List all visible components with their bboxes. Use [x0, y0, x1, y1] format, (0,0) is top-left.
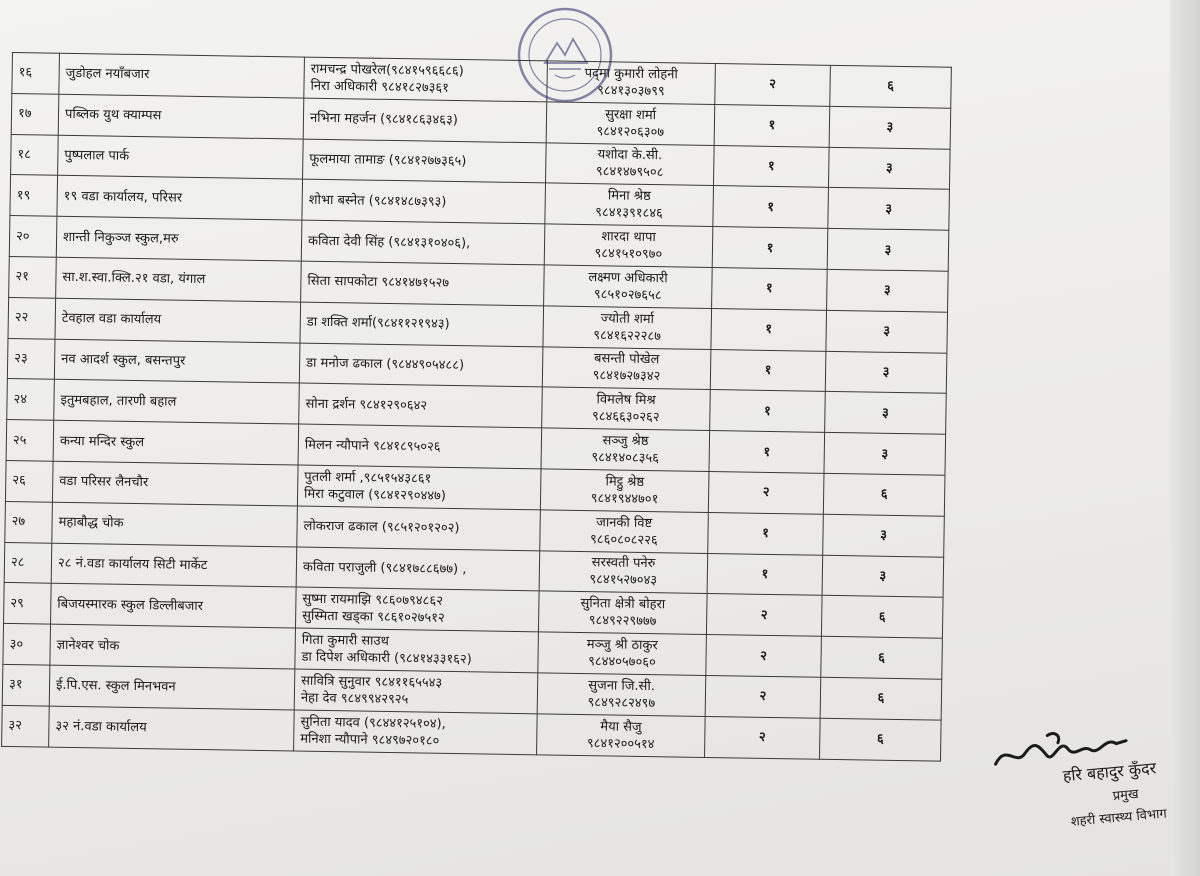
vaccinator-names-line: मनिशा न्यौपाने ९८४९७२०१८० — [300, 731, 440, 749]
vaccinator-names — [297, 465, 541, 510]
volunteer-contact-line: ९८४१२००५१४ — [586, 735, 655, 752]
person-count: ३ — [827, 229, 949, 272]
team-count: २ — [705, 675, 821, 718]
volunteer-contact-line: ९८४१५१०९७० — [594, 246, 663, 263]
volunteer-contact — [543, 306, 712, 349]
person-count: ३ — [828, 147, 950, 190]
volunteer-contact-line: मिट्ठु श्रेष्ठ — [605, 474, 645, 490]
person-count: ६ — [823, 473, 945, 516]
volunteer-contact-line: पद्‌मा कुमारी लोहनी — [584, 65, 678, 83]
site-name: सा.श.स्वा.क्लि.२१ वडा, यंगाल — [56, 257, 302, 302]
office-stamp — [515, 5, 615, 105]
team-count: २ — [705, 716, 821, 759]
team-count: १ — [713, 186, 829, 229]
vaccinator-names-line: डा दिपेश अधिकारी (९८४१४३३१६२) — [301, 649, 472, 668]
row-number: २९ — [4, 583, 52, 625]
team-count: १ — [710, 349, 826, 392]
volunteer-contact-line: ९८४१७२७३४२ — [592, 368, 661, 385]
vaccinator-names-line: सुनिता यादव (९८४४१२५१०४), — [300, 714, 446, 732]
site-name: जुडोहल नयाँबजार — [59, 53, 305, 98]
vaccinator-names — [294, 669, 538, 714]
site-name: १९ वडा कार्यालय, परिसर — [57, 176, 303, 221]
volunteer-contact-line: मिना श्रेष्ठ — [607, 188, 651, 205]
row-number: २७ — [5, 501, 53, 543]
person-count: ६ — [830, 65, 952, 108]
volunteer-contact — [546, 142, 715, 185]
team-count: १ — [707, 553, 823, 596]
vaccinator-names-line: नभिना महर्जन (९८४१८६३४६३) — [309, 110, 458, 129]
volunteer-contact-line: ९८४९२८२४९७ — [587, 694, 656, 712]
volunteer-contact — [537, 714, 706, 757]
person-count: ६ — [821, 596, 943, 639]
row-number: ३१ — [2, 664, 50, 706]
vaccinator-names-line: शोभा बस्नेत (९८४१४८७३९३) — [308, 192, 447, 210]
signatory-name: हरि बहादुर कुँदर — [1062, 758, 1157, 786]
volunteer-contact — [542, 346, 711, 389]
vaccinator-names-line: नेहा देव ९८४९९४२९२५ — [300, 690, 409, 708]
volunteer-contact-line: मैया सैजु — [600, 718, 642, 735]
person-count: ३ — [825, 392, 947, 435]
vaccinator-names-line: सोना द्रर्शन ९८४१२९०६४२ — [305, 396, 428, 414]
vaccinator-names — [299, 343, 543, 388]
volunteer-contact-line: बसन्ती पोखेल — [593, 351, 660, 368]
volunteer-contact — [544, 265, 713, 308]
volunteer-contact — [540, 510, 709, 553]
vaccinator-names-line: सुस्मिता खड्का ९८६१०२७५१२ — [302, 608, 445, 627]
row-number: १७ — [11, 93, 59, 135]
site-name: टेवहाल वडा कार्यालय — [55, 298, 301, 343]
team-count: १ — [709, 431, 825, 474]
volunteer-contact — [545, 183, 714, 226]
person-count: ६ — [820, 677, 942, 720]
vaccinator-names-line: सिता सापकोटा ९८४१४७१५२७ — [307, 274, 450, 292]
vaccinator-names-line: मिरा कटुवाल (९८४१२९०४४७) — [303, 486, 446, 504]
person-count: ३ — [825, 351, 947, 394]
vaccinator-names-line: रामचन्द्र पोखरेल(९८४१५९६६८६) — [310, 61, 464, 79]
row-number: ३० — [3, 624, 51, 666]
vaccinator-names-line: कविता देवी सिंह (९८४१३१०४०६), — [307, 233, 471, 251]
volunteer-contact-line: ९८४१२०६३०७ — [596, 123, 665, 140]
vaccinator-names-line: सुष्मा रायमाझि ९८६०७९४८६२ — [302, 591, 444, 610]
volunteer-contact-line: शारदा थापा — [601, 229, 656, 246]
vaccinator-names-line: लोकराज ढकाल (९८५१२०१२०२) — [303, 518, 460, 537]
volunteer-contact-line: सञ्जु श्रेष्ठ — [602, 433, 649, 450]
team-count: २ — [706, 635, 822, 678]
row-number: २२ — [8, 297, 56, 339]
site-name: २८ नं.वडा कार्यालय सिटी मार्केट — [51, 543, 297, 588]
vaccinator-names — [301, 261, 545, 306]
team-count: १ — [712, 227, 828, 270]
volunteer-contact-line: ९८४४०५७०६० — [588, 654, 656, 671]
signatory-department: शहरी स्वास्थ्य विभाग — [1070, 806, 1168, 830]
site-name: पुष्पलाल पार्क — [58, 135, 304, 180]
volunteer-contact-line: सुरक्षा शर्मा — [605, 107, 657, 123]
vaccinator-names — [301, 220, 545, 265]
volunteer-contact-line: ९८४१३०३७९९ — [597, 83, 665, 100]
volunteer-contact-line: सुनिता क्षेत्री बोहरा — [580, 596, 666, 613]
volunteer-contact-line: ९८४६६३०२६२ — [591, 409, 660, 426]
vaccinator-names-line: पुतली शर्मा ,९८५१५४३८६१ — [304, 469, 432, 487]
row-number: १९ — [10, 175, 58, 217]
vaccinator-names — [300, 302, 544, 347]
row-number: २८ — [4, 542, 52, 584]
volunteer-contact-line: मञ्जु श्री ठाकुर — [586, 637, 658, 654]
volunteer-contact-line: सरस्वती पनेरु — [591, 555, 656, 572]
vaccination-site-table — [1, 52, 952, 761]
vaccinator-names-line: सावित्रि सुनुवार ९८४११६५५४३ — [301, 673, 443, 691]
site-name: इतुमबहाल, तारणी बहाल — [54, 380, 300, 425]
person-count: ३ — [824, 432, 946, 475]
volunteer-contact-line: ९८४१४७९५०८ — [595, 164, 664, 181]
person-count: ३ — [822, 555, 944, 598]
vaccinator-names — [303, 139, 547, 184]
vaccinator-names-line: मिलन न्यौपाने ९८४१८९५०२६ — [304, 437, 441, 455]
row-number: १८ — [11, 134, 59, 176]
row-number: २६ — [5, 460, 53, 502]
team-count: १ — [714, 104, 830, 147]
vaccinator-names — [299, 383, 543, 428]
vaccinator-names-line: फूलमाया तामाङ (९८४१२७७३६५) — [309, 151, 467, 170]
vaccinator-names-line: निरा अधिकारी ९८४१८२७३६१ — [310, 78, 450, 96]
row-number: २५ — [6, 420, 54, 462]
site-name: महाबौद्ध चोक — [52, 502, 298, 547]
signatory-title: प्रमुख — [1112, 786, 1140, 805]
table-body — [2, 53, 952, 761]
volunteer-contact — [546, 102, 715, 145]
person-count: ६ — [819, 718, 941, 761]
site-name: ज्ञानेश्वर चोक — [50, 624, 296, 669]
vaccinator-names — [295, 628, 539, 673]
row-number: १६ — [12, 53, 60, 95]
site-name: ३२ नं.वडा कार्यालय — [49, 706, 295, 751]
volunteer-contact-line: सुजना जि.सी. — [588, 677, 656, 695]
site-name: बिजयस्मारक स्कुल डिल्लीबजार — [51, 584, 297, 629]
volunteer-contact — [540, 469, 709, 512]
volunteer-contact-line: ९८४९२२९७७७ — [588, 613, 657, 630]
volunteer-contact-line: लक्ष्मण अधिकारी — [588, 269, 668, 287]
volunteer-contact — [541, 428, 710, 471]
person-count: ६ — [821, 636, 943, 679]
volunteer-contact — [542, 387, 711, 430]
team-count: २ — [715, 64, 831, 107]
vaccinator-names-line: डा शक्ति शर्मा(९८४११२१९४३) — [306, 314, 450, 333]
vaccinator-names-line: कविता पराजुली (९८४१७८८६७७) , — [302, 559, 467, 578]
site-name: ई.पि.एस. स्कुल मिनभवन — [49, 665, 295, 710]
vaccinator-names-line: गिता कुमारी साउथ — [301, 632, 390, 650]
volunteer-contact-line: जानकी विष्ट — [596, 514, 653, 531]
volunteer-contact — [538, 632, 707, 675]
site-name: पब्लिक युथ क्याम्पस — [58, 94, 304, 139]
row-number: २३ — [7, 338, 55, 380]
site-name: नव आदर्श स्कुल, बसन्तपुर — [54, 339, 300, 384]
row-number: २१ — [9, 256, 57, 298]
volunteer-contact-line: ९८४१४०८३५६ — [591, 450, 660, 467]
vaccinator-names — [297, 506, 541, 551]
team-count: २ — [706, 594, 822, 637]
team-count: १ — [713, 145, 829, 188]
volunteer-contact — [538, 591, 707, 634]
volunteer-contact — [544, 224, 713, 267]
team-count: १ — [708, 512, 824, 555]
signature-block — [985, 717, 1200, 875]
vaccinator-names — [303, 98, 547, 143]
volunteer-contact-line: ज्योती शर्मा — [600, 310, 655, 327]
person-count: ३ — [827, 269, 949, 312]
site-name: शान्ती निकुञ्ज स्कुल,मरु — [56, 216, 302, 261]
volunteer-contact-line: यशोदा के.सी. — [597, 147, 663, 164]
volunteer-contact-line: ९८४१९४४७०१ — [590, 491, 659, 508]
team-count: १ — [711, 308, 827, 351]
person-count: ३ — [823, 514, 945, 557]
volunteer-contact — [539, 550, 708, 593]
row-number: २० — [9, 216, 57, 258]
person-count: ३ — [828, 188, 950, 231]
team-count: १ — [712, 268, 828, 311]
volunteer-contact-line: ९८६०८०८२२६ — [589, 531, 658, 548]
team-count: २ — [708, 471, 824, 514]
team-count: १ — [710, 390, 826, 433]
volunteer-contact-line: ९८४१६२२२८७ — [593, 327, 662, 344]
row-number: २४ — [7, 379, 55, 421]
volunteer-contact-line: ९८५१०२७६५८ — [593, 287, 662, 304]
vaccinator-names-line: डा मनोज ढकाल (९८४४९०५४८८) — [306, 355, 465, 374]
volunteer-contact-line: विमलेष मिश्र — [596, 392, 656, 409]
vaccinator-names — [304, 57, 548, 102]
row-number: ३२ — [2, 705, 50, 747]
vaccinator-names — [295, 587, 539, 632]
person-count: ३ — [829, 106, 951, 149]
volunteer-contact — [537, 673, 706, 716]
site-name: वडा परिसर लैनचौर — [52, 461, 298, 506]
vaccinator-names — [298, 424, 542, 469]
vaccinator-names — [302, 179, 546, 224]
vaccinator-names — [294, 710, 538, 755]
volunteer-contact-line: ९८४१३९१८४६ — [595, 205, 663, 222]
vaccinator-names — [296, 547, 540, 592]
site-name: कन्या मन्दिर स्कुल — [53, 420, 299, 465]
volunteer-contact-line: ९८४१५२७०४३ — [589, 572, 658, 589]
person-count: ३ — [826, 310, 948, 353]
